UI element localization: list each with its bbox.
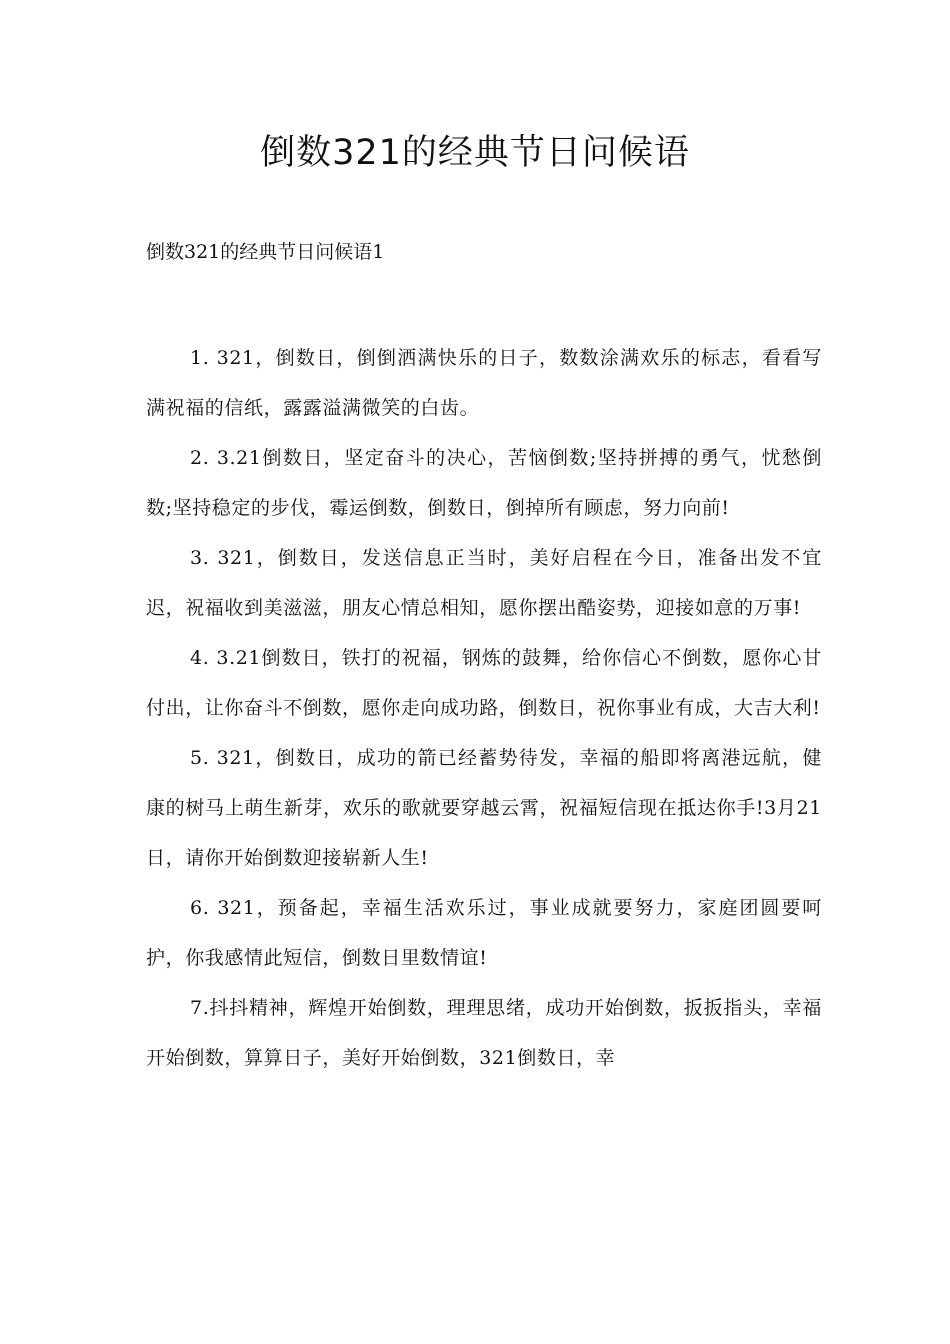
paragraph-6: 6. 321，预备起，幸福生活欢乐过，事业成就要努力，家庭团圆要呵护，你我感情此短信，倒数日里数情谊! bbox=[146, 897, 822, 969]
paragraph-4: 4. 3.21倒数日，铁打的祝福，钢炼的鼓舞，给你信心不倒数，愿你心甘付出，让你奋斗不倒数，愿你走向成功路，倒数日，祝你事业有成，大吉大利! bbox=[146, 647, 822, 719]
document-body bbox=[146, 333, 822, 1083]
paragraph-2: 2. 3.21倒数日，坚定奋斗的决心，苦恼倒数;坚持拼搏的勇气，忧愁倒数;坚持稳定的步伐，霉运倒数，倒数日，倒掉所有顾虑，努力向前! bbox=[146, 447, 822, 519]
paragraph-3: 3. 321，倒数日，发送信息正当时，美好启程在今日，准备出发不宜迟，祝福收到美滋滋，朋友心情总相知，愿你摆出酷姿势，迎接如意的万事! bbox=[146, 547, 822, 619]
paragraph-5: 5. 321，倒数日，成功的箭已经蓄势待发，幸福的船即将离港远航，健康的树马上萌生新芽，欢乐的歌就要穿越云霄，祝福短信现在抵达你手!3月21日，请你开始倒数迎接崭新人生! bbox=[146, 747, 822, 869]
paragraph-1: 1. 321，倒数日，倒倒洒满快乐的日子，数数涂满欢乐的标志，看看写满祝福的信纸，露露溢满微笑的白齿。 bbox=[146, 347, 822, 419]
section-heading: 倒数321的经典节日问候语1 bbox=[146, 241, 385, 263]
paragraph-7: 7.抖抖精神，辉煌开始倒数，理理思绪，成功开始倒数，扳扳指头，幸福开始倒数，算算日子，美好开始倒数，321倒数日，幸 bbox=[146, 997, 822, 1069]
page-title: 倒数321的经典节日问候语 bbox=[260, 133, 690, 173]
